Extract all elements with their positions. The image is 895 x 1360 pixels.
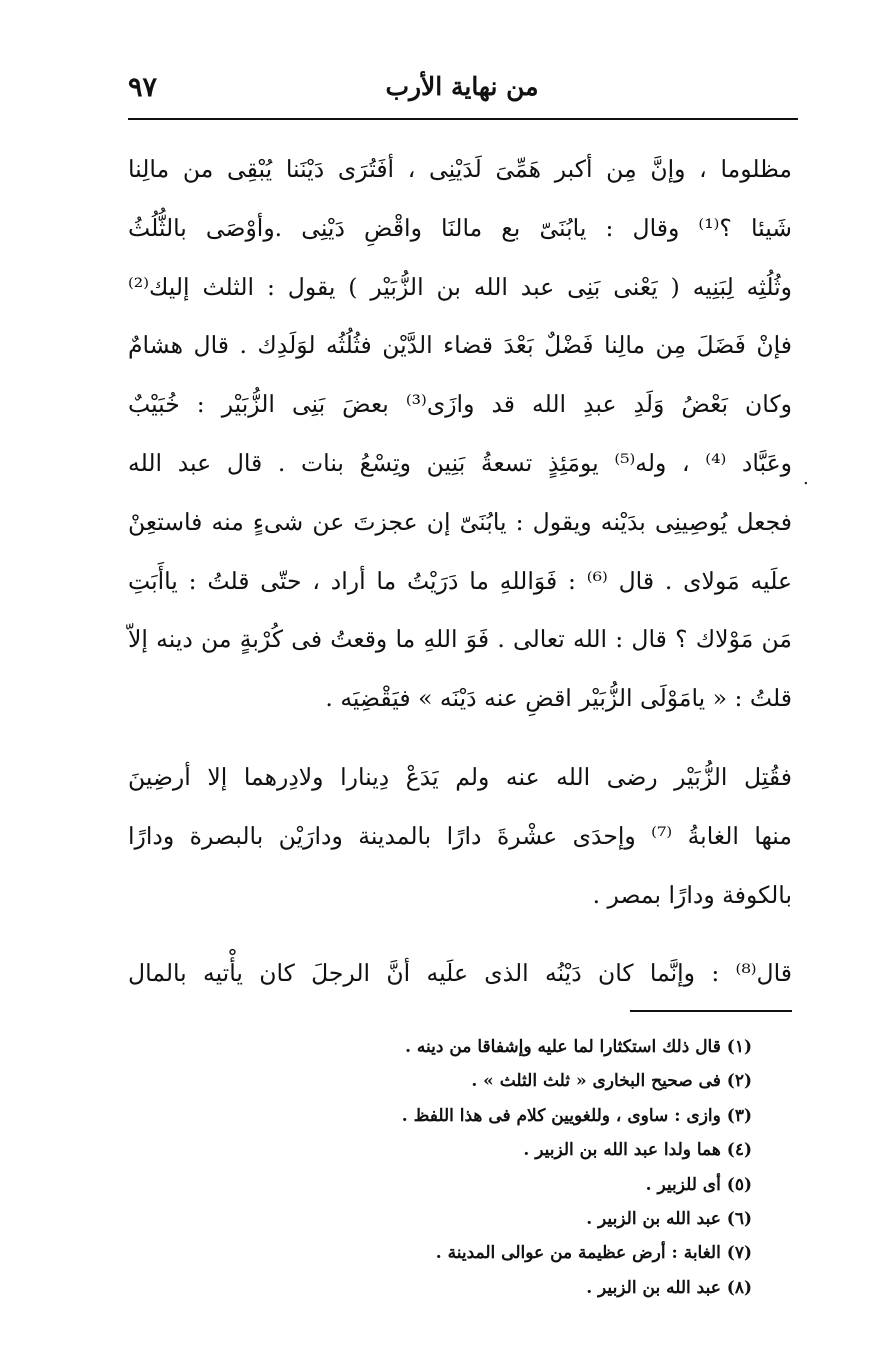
text-line: وعَبَّاد ⁽⁴⁾ ، وله⁽⁵⁾ يومَئِذٍ تسعةُ بَنِين وتِسْعُ بنات . قال عبد الله xyxy=(128,448,792,477)
text-line: شَيئا ؟⁽¹⁾ وقال : يابُنَىّ بع مالنَا واقْضِ دَيْنِى .وأوْصَى بالثُّلُثُ xyxy=(128,213,792,242)
footnote: (٥) أى للزبير . xyxy=(645,1174,752,1195)
text-line: قلتُ : « يامَوْلَى الزُّبَيْر اقضِ عنه دَيْنَه » فيَقْضِيَه . xyxy=(325,684,792,713)
text-line: منها الغابةُ ⁽⁷⁾ وإحدَى عشْرةَ دارًا بالمدينة ودارَيْن بالبصرة ودارًا xyxy=(128,821,792,850)
margin-mark: . xyxy=(803,468,809,489)
paragraph-gap xyxy=(128,728,792,748)
text-line: فقُتِل الزُّبَيْر رضى الله عنه ولم يَدَعْ دِينارا ولادِرهما إلا أرضِينَ xyxy=(128,762,792,791)
text-line: بالكوفة ودارًا بمصر . xyxy=(592,880,792,909)
footnote: (٤) هما ولدا عبد الله بن الزبير . xyxy=(523,1140,752,1161)
paragraph-gap xyxy=(128,924,792,944)
text-line: وكان بَعْضُ وَلَدِ عبدِ الله قد وازَى⁽³⁾ بعضَ بَنِى الزُّبَيْر : خُبَيْبٌ xyxy=(128,390,792,419)
footnotes xyxy=(360,1030,752,1305)
text-line: فجعل يُوصِينِى بدَيْنه ويقول : يابُنَىّ إن عجزتَ عن شىءٍ منه فاستعِنْ xyxy=(128,507,792,536)
footnote: (٦) عبد الله بن الزبير . xyxy=(586,1208,752,1229)
page-header xyxy=(128,72,796,112)
footnote: (٨) عبد الله بن الزبير . xyxy=(586,1277,752,1298)
running-title: من نهاية الأرب xyxy=(385,72,539,101)
footnote-rule xyxy=(630,1010,792,1012)
text-line: مظلوما ، وإنَّ مِن أكبر هَمِّىَ لَدَيْنِى ، أفَتُرَى دَيْنَنا يُبْقِى من مالِنا xyxy=(128,155,792,183)
text-line: وثُلُثِه لِبَنِيه ( يَعْنى بَنِى عبد الله بن الزُّبَيْر ) يقول : الثلث إليك⁽²⁾ xyxy=(128,272,792,301)
header-rule xyxy=(128,118,798,120)
footnote: (٢) فى صحيح البخارى « ثلث الثلث » . xyxy=(471,1071,752,1092)
text-line: مَن مَوْلاك ؟ قال : الله تعالى . فَوَ اللهِ ما وقعتُ فى كُرْبةٍ من دينه إلاّ xyxy=(128,625,792,654)
text-line: فإنْ فَضَلَ مِن مالِنا فَضْلٌ بَعْدَ قضاء الدَّيْن فثُلُثُه لوَلَدِك . قال هشامٌ xyxy=(128,331,792,360)
text-line: قال⁽⁸⁾ : وإنَّما كان دَيْنُه الذى علَيه أنَّ الرجلَ كان يأْتيه بالمال xyxy=(128,959,792,988)
footnote: (١) قال ذلك استكثارا لما عليه وإشفاقا من دينه . xyxy=(405,1037,752,1057)
footnote: (٧) الغابة : أرض عظيمة من عوالى المدينة . xyxy=(435,1243,752,1264)
footnote: (٣) وازى : ساوى ، وللغويين كلام فى هذا اللفظ . xyxy=(401,1105,752,1126)
text-line: علَيه مَولاى . قال ⁽⁶⁾ : فَوَاللهِ ما دَرَيْتُ ما أراد ، حتّى قلتُ : ياأَبَتِ xyxy=(128,566,792,595)
page-number: ٩٧ xyxy=(128,72,158,103)
body-text xyxy=(128,140,792,1003)
